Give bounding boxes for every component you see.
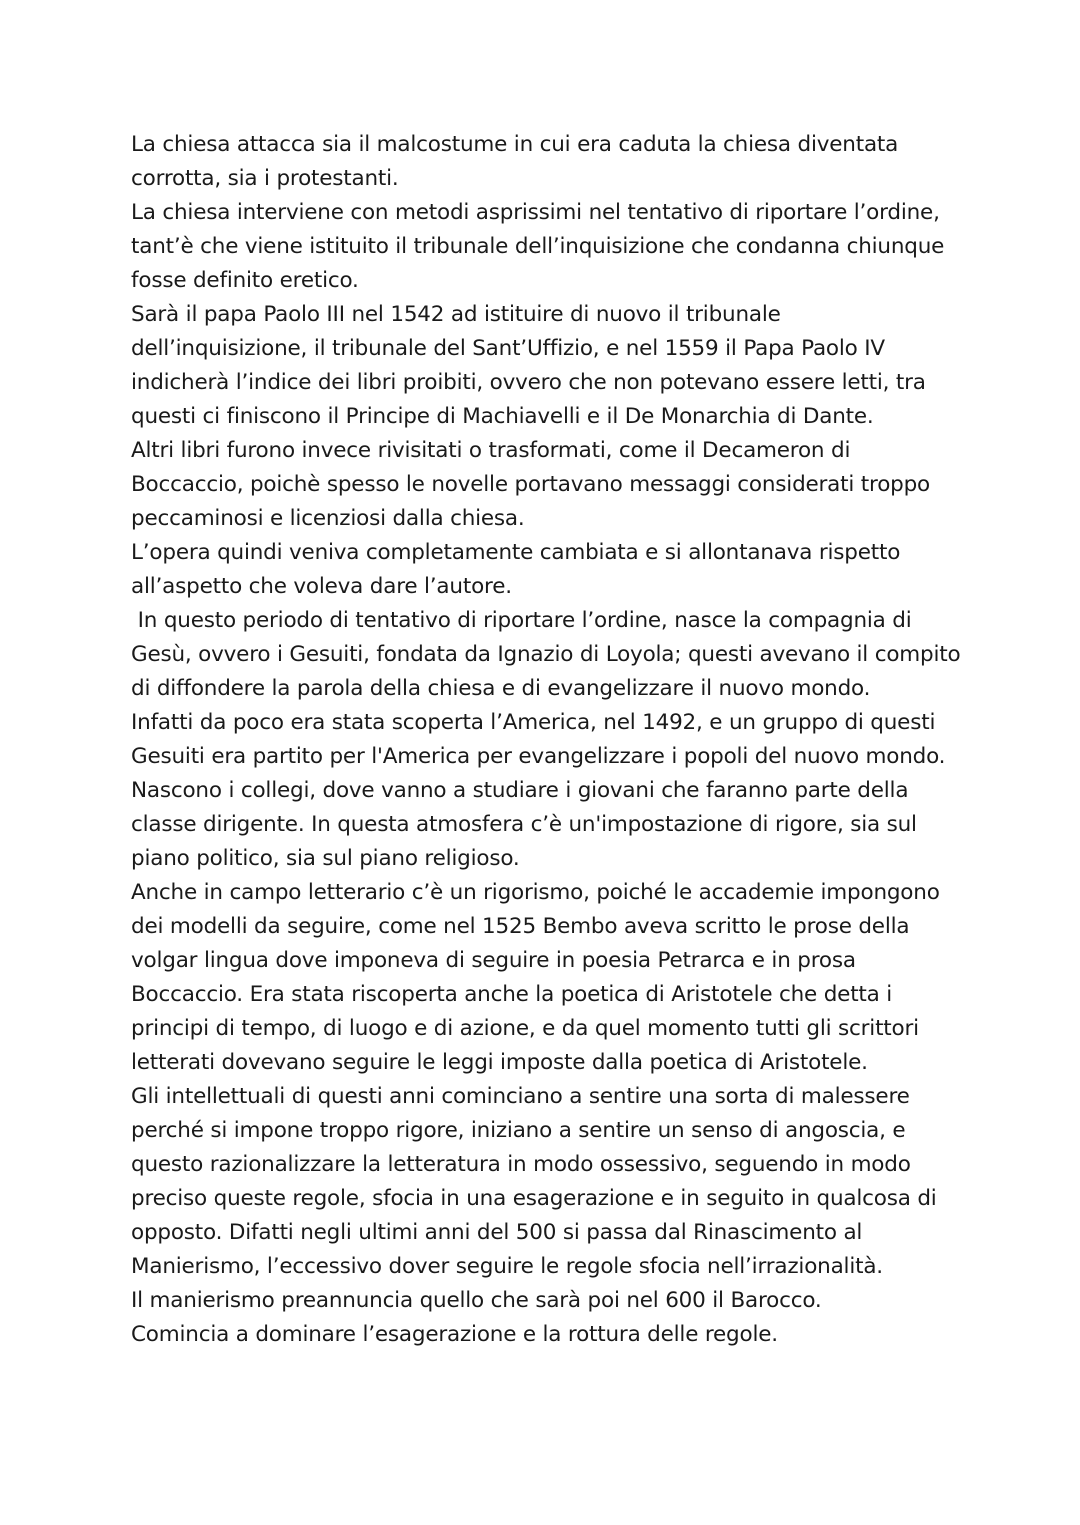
text-line: Gli intellettuali di questi anni cominciano a sentire una sorta di malessere: [131, 1084, 910, 1109]
text-line: volgar lingua dove imponeva di seguire in poesia Petrarca e in prosa: [131, 948, 856, 973]
text-line: perché si impone troppo rigore, iniziano a sentire un senso di angoscia, e: [131, 1118, 906, 1143]
text-line: letterati dovevano seguire le leggi imposte dalla poetica di Aristotele.: [131, 1050, 868, 1075]
text-line: Boccaccio, poichè spesso le novelle portavano messaggi considerati troppo: [131, 472, 930, 497]
text-line: Nascono i collegi, dove vanno a studiare i giovani che faranno parte della: [131, 778, 909, 803]
document-body-text: [131, 128, 1031, 1352]
text-line: di diffondere la parola della chiesa e di evangelizzare il nuovo mondo.: [131, 676, 871, 701]
text-line: Manierismo, l’eccessivo dover seguire le regole sfocia nell’irrazionalità.: [131, 1254, 883, 1279]
text-line: Comincia a dominare l’esagerazione e la rottura delle regole.: [131, 1322, 778, 1347]
text-line: La chiesa interviene con metodi asprissimi nel tentativo di riportare l’ordine,: [131, 200, 940, 225]
text-line: questi ci finiscono il Principe di Machiavelli e il De Monarchia di Dante.: [131, 404, 874, 429]
text-line: opposto. Difatti negli ultimi anni del 500 si passa dal Rinascimento al: [131, 1220, 863, 1245]
text-line: principi di tempo, di luogo e di azione, e da quel momento tutti gli scrittori: [131, 1016, 919, 1041]
text-line: Anche in campo letterario c’è un rigorismo, poiché le accademie impongono: [131, 880, 940, 905]
text-line: Altri libri furono invece rivisitati o trasformati, come il Decameron di: [131, 438, 851, 463]
text-line: L’opera quindi veniva completamente cambiata e si allontanava rispetto: [131, 540, 901, 565]
text-line: La chiesa attacca sia il malcostume in cui era caduta la chiesa diventata: [131, 132, 899, 157]
text-line: dei modelli da seguire, come nel 1525 Bembo aveva scritto le prose della: [131, 914, 910, 939]
text-line: all’aspetto che voleva dare l’autore.: [131, 574, 512, 599]
text-line: Gesuiti era partito per l'America per evangelizzare i popoli del nuovo mondo.: [131, 744, 946, 769]
text-line: tant’è che viene istituito il tribunale dell’inquisizione che condanna chiunque: [131, 234, 945, 259]
text-line: corrotta, sia i protestanti.: [131, 166, 399, 191]
text-line: Sarà il papa Paolo III nel 1542 ad istituire di nuovo il tribunale: [131, 302, 781, 327]
text-line: Infatti da poco era stata scoperta l’America, nel 1492, e un gruppo di questi: [131, 710, 936, 735]
text-line: piano politico, sia sul piano religioso.: [131, 846, 520, 871]
text-line: questo razionalizzare la letteratura in modo ossessivo, seguendo in modo: [131, 1152, 911, 1177]
text-line: classe dirigente. In questa atmosfera c’è un'impostazione di rigore, sia sul: [131, 812, 917, 837]
text-line: peccaminosi e licenziosi dalla chiesa.: [131, 506, 525, 531]
text-line: preciso queste regole, sfocia in una esagerazione e in seguito in qualcosa di: [131, 1186, 937, 1211]
text-line: Gesù, ovvero i Gesuiti, fondata da Ignazio di Loyola; questi avevano il compito: [131, 642, 961, 667]
text-line: indicherà l’indice dei libri proibiti, ovvero che non potevano essere letti, tra: [131, 370, 926, 395]
text-line: dell’inquisizione, il tribunale del Sant’Uffizio, e nel 1559 il Papa Paolo IV: [131, 336, 885, 361]
text-line: In questo periodo di tentativo di riportare l’ordine, nasce la compagnia di: [131, 608, 912, 633]
text-line: Boccaccio. Era stata riscoperta anche la poetica di Aristotele che detta i: [131, 982, 893, 1007]
text-line: Il manierismo preannuncia quello che sarà poi nel 600 il Barocco.: [131, 1288, 822, 1313]
text-line: fosse definito eretico.: [131, 268, 359, 293]
